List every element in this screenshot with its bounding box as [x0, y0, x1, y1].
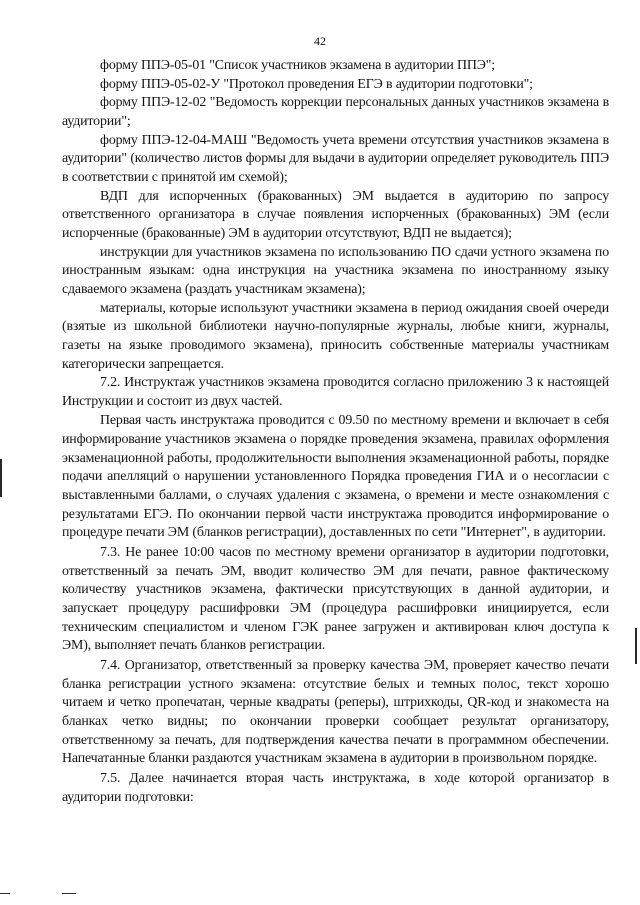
paragraph: материалы, которые используют участники экзамена в период ожидания своей очереди (взятые из школьной библиотеки научно-популярные журналы, любые книги, журналы, газеты на языке проводимого экзамена), приносить собственные материалы участникам категорически запрещается.	[62, 300, 609, 372]
paragraph: 7.5. Далее начинается вторая часть инструктажа, в ходе которой организатор в аудитории подготовки:	[62, 770, 609, 805]
scan-edge-mark	[0, 893, 10, 894]
paragraph: инструкции для участников экзамена по использованию ПО сдачи устного экзамена по иностранным языкам: одна инструкция на участника экзамена по иностранному языку сдаваемого экзамена (раздать участникам экзамена);	[62, 244, 609, 297]
paragraph: Первая часть инструктажа проводится с 09.50 по местному времени и включает в себя информирование участников экзамена о порядке проведения экзамена, правилах оформления экзаменационной работы, продолжительности выполнения экзаменационной работы, порядке подачи апелляций о нарушении установленного Порядка проведения ГИА и о несогласии с выставленными баллами, о случаях удаления с экзамена, о времени и месте ознакомления с результатами ЕГЭ. По окончании первой части инструктажа проводится информирование о процедуре печати ЭМ (бланков регистрации), доставленных по сети "Интернет", в аудитории.	[62, 413, 609, 541]
page-number: 42	[314, 34, 326, 48]
paragraph: 7.4. Организатор, ответственный за проверку качества ЭМ, проверяет качество печати бланка регистрации устного экзамена: отсутствие белых и темных полос, текст хорошо читаем и четко пропечатан, черные квадраты (реперы), штрихкоды, QR-код и знакоместа на бланках четко видны; по окончании проверки сообщает результат организатору, ответственному за печать, для подтверждения качества печати в программном обеспечении. Напечатанные бланки раздаются участникам экзамена в аудитории в произвольном порядке.	[62, 658, 609, 767]
scan-edge-mark	[62, 893, 76, 894]
paragraph: форму ППЭ-12-04-МАШ "Ведомость учета времени отсутствия участников экзамена в аудитории" (количество листов формы для выдачи в аудитории определяет руководитель ППЭ в соответствии с принятой им схемой);	[62, 132, 609, 185]
scan-edge-mark	[0, 459, 2, 497]
scan-edge-mark	[635, 628, 637, 664]
paragraph: ВДП для испорченных (бракованных) ЭМ выдается в аудиторию по запросу ответственного организатора в случае появления испорченных (бракованных) ЭМ (если испорченные (бракованные) ЭМ в аудитории отсутствуют, ВДП не выдается);	[62, 188, 609, 241]
paragraph: 7.2. Инструктаж участников экзамена проводится согласно приложению 3 к настоящей Инструкции и состоит из двух частей.	[62, 375, 609, 409]
paragraph: форму ППЭ-05-02-У "Протокол проведения ЕГЭ в аудитории подготовки";	[100, 76, 533, 92]
paragraph: форму ППЭ-12-02 "Ведомость коррекции персональных данных участников экзамена в аудитории";	[62, 95, 609, 129]
paragraph: форму ППЭ-05-01 "Список участников экзамена в аудитории ППЭ";	[100, 58, 495, 73]
paragraph: 7.3. Не ранее 10:00 часов по местному времени организатор в аудитории подготовки, ответственный за печать ЭМ, вводит количество ЭМ для печати, равное фактическому количеству участников экзамена, фактически присутствующих в данной аудитории, и запускает процедуру расшифровки ЭМ (процедура расшифровки инициируется, если техническим специалистом и членом ГЭК ранее загружен и активирован ключ доступа к ЭМ), выполняет печать бланков регистрации.	[62, 545, 609, 654]
document-body	[62, 57, 609, 807]
